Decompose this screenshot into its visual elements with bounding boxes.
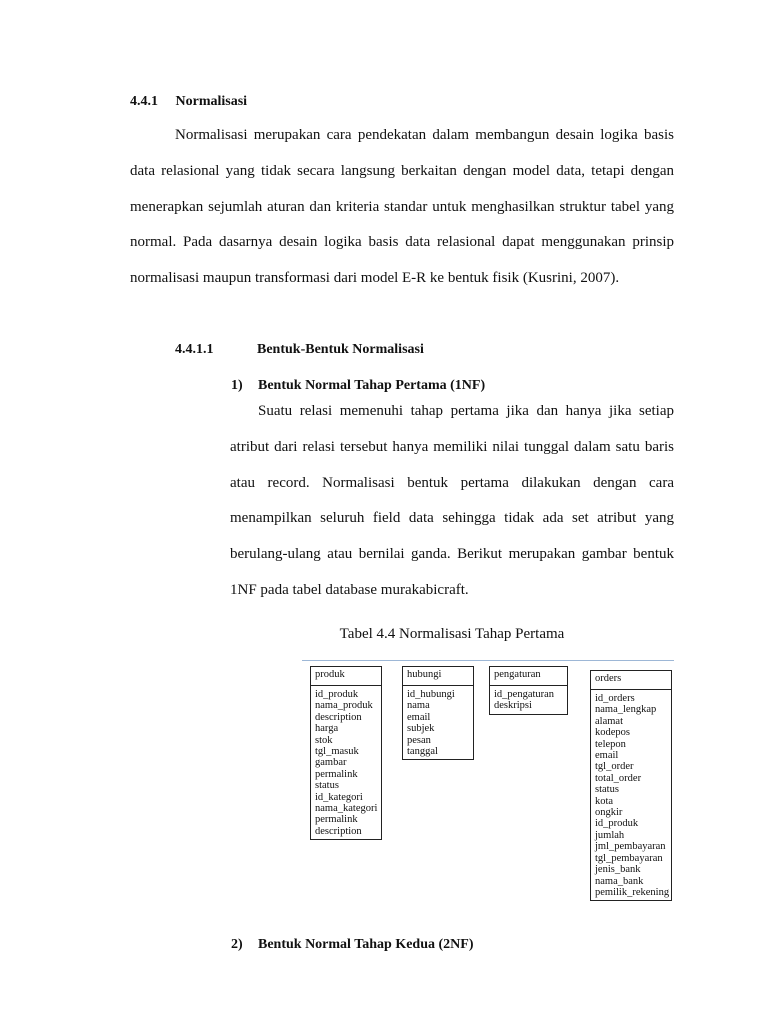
subsection-title: Bentuk-Bentuk Normalisasi — [257, 342, 424, 357]
table-attribute: id_produk — [315, 689, 359, 700]
table-attribute: id_hubungi — [407, 689, 455, 700]
table-attribute: pemilik_rekening — [595, 886, 670, 898]
table-attribute: description — [315, 711, 362, 723]
table-attributes — [490, 686, 567, 714]
table-attribute: email — [595, 750, 619, 762]
item1-heading — [231, 378, 243, 394]
table-attribute: tanggal — [407, 746, 438, 758]
table-attribute: jenis_bank — [595, 864, 641, 876]
table-attribute: stok — [315, 734, 333, 746]
table-attribute: email — [407, 711, 431, 723]
table-attribute: tgl_masuk — [315, 746, 359, 758]
table-attribute: nama_produk — [315, 700, 373, 712]
table-attribute: total_order — [595, 772, 642, 784]
table-attribute: id_orders — [595, 693, 635, 704]
table-attribute: harga — [315, 723, 339, 735]
table-attribute: status — [315, 780, 339, 792]
table-attribute: id_produk — [595, 818, 639, 830]
item1-paragraph: Suatu relasi memenuhi tahap pertama jika dan hanya jika setiap atribut dari relasi tersebut hanya memiliki nilai tunggal dalam satu baris atau record. Normalisasi bentuk pertama dilakukan dengan cara menampilkan seluruh field data sehingga tidak ada set atribut yang berulang-ulang atau bernilai ganda. Berikut merupakan gambar bentuk 1NF pada tabel database murakabicraft. — [230, 403, 674, 598]
table-attribute: kota — [595, 795, 614, 807]
table-name: hubungi — [403, 667, 473, 686]
table-attribute: id_kategori — [315, 791, 363, 803]
section-number: 4.4.1 — [130, 94, 158, 109]
table-attribute: nama_bank — [595, 875, 644, 887]
table-attribute: nama_lengkap — [595, 704, 657, 716]
figure-top-rule — [302, 660, 674, 661]
table-attribute: jml_pembayaran — [595, 841, 666, 853]
subsection-number: 4.4.1.1 — [175, 342, 214, 357]
table-attribute: permalink — [315, 814, 358, 826]
figure-caption: Tabel 4.4 Normalisasi Tahap Pertama — [339, 626, 565, 642]
table-attributes — [311, 686, 381, 839]
item1-title: Bentuk Normal Tahap Pertama (1NF) — [258, 378, 486, 393]
table-attribute: kodepos — [595, 727, 630, 739]
table-name: orders — [591, 671, 671, 690]
item2-number: 2) — [231, 937, 243, 952]
table-attribute: tgl_pembayaran — [595, 852, 663, 864]
table-attribute: permalink — [315, 768, 358, 780]
table-name: pengaturan — [490, 667, 567, 686]
subsection-heading — [175, 342, 214, 358]
table-attribute: gambar — [315, 757, 347, 769]
table-attribute: jumlah — [595, 829, 625, 841]
item1-number: 1) — [231, 378, 243, 393]
table-attribute: description — [315, 825, 362, 837]
table-attribute: nama_kategori — [315, 803, 378, 815]
table-pengaturan — [489, 666, 568, 715]
table-attribute: deskripsi — [494, 700, 532, 712]
table-attribute: status — [595, 784, 619, 796]
table-attribute: pesan — [407, 734, 431, 746]
table-attribute: id_pengaturan — [494, 689, 555, 700]
table-orders — [590, 670, 672, 901]
table-attributes — [403, 686, 473, 759]
table-hubungi — [402, 666, 474, 760]
section-title: Normalisasi — [175, 94, 248, 109]
table-produk — [310, 666, 382, 840]
table-attribute: tgl_order — [595, 761, 634, 773]
table-attribute: telepon — [595, 738, 626, 750]
section-heading — [130, 94, 247, 110]
intro-paragraph: Normalisasi merupakan cara pendekatan dalam membangun desain logika basis data relasional yang tidak secara langsung berkaitan dengan model data, tetapi dengan menerapkan sejumlah aturan dan kriteria standar untuk menghasilkan struktur tabel yang normal. Pada dasarnya desain logika basis data relasional dapat menggunakan prinsip normalisasi maupun transformasi dari model E-R ke bentuk fisik (Kusrini, 2007). — [130, 127, 674, 287]
item2-heading — [231, 937, 243, 953]
table-attribute: alamat — [595, 715, 623, 727]
table-attributes — [591, 690, 671, 900]
table-attribute: ongkir — [595, 807, 623, 819]
table-attribute: subjek — [407, 723, 435, 735]
table-attribute: nama — [407, 700, 430, 712]
table-name: produk — [311, 667, 381, 686]
item2-title: Bentuk Normal Tahap Kedua (2NF) — [258, 937, 474, 952]
